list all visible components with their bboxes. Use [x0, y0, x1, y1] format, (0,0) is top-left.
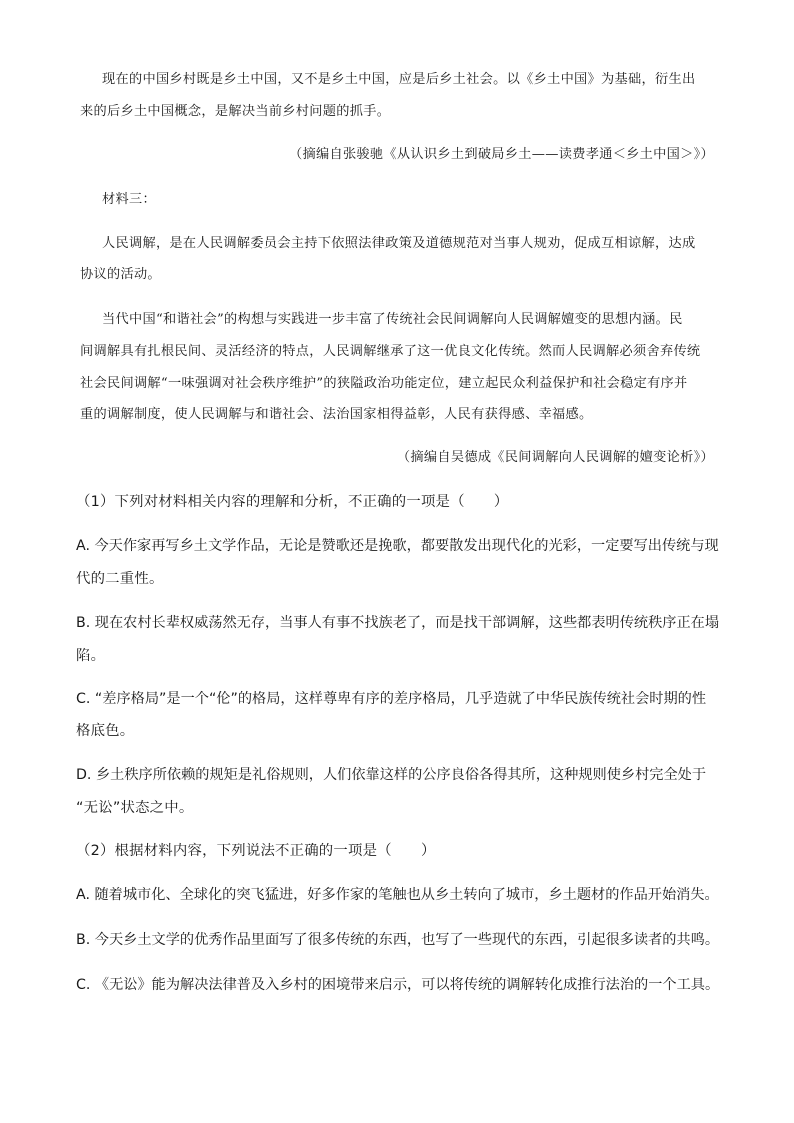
material3-para1-line: 人民调解，是在人民调解委员会主持下依照法律政策及道德规范对当事人规劝，促成互相谅解，达成 [102, 236, 696, 251]
option-line: “无讼”状态之中。 [76, 800, 194, 816]
material3-para2-line: 社会民间调解“一味强调对社会秩序维护”的狭隘政治功能定位，建立起民众利益保护和社会稳定有序并 [80, 376, 688, 391]
option-line: A. 随着城市化、全球化的突飞猛进，好多作家的笔触也从乡土转向了城市，乡土题材的作品开始消失。 [76, 887, 719, 903]
option-line: C. 《无讼》能为解决法律普及入乡村的困境带来启示，可以将传统的调解转化成推行法治的一个工具。 [76, 977, 720, 993]
material3-para1-line: 协议的活动。 [80, 267, 161, 282]
material3-para2-line: 当代中国“和谐社会”的构想与实践进一步丰富了传统社会民间调解向人民调解嬗变的思想内涵。民 [102, 312, 683, 327]
material3-para2-line: 间调解具有扎根民间、灵活经济的特点，人民调解继承了这一优良文化传统。然而人民调解必须舍弃传统 [80, 344, 701, 359]
option-line: 格底色。 [76, 723, 135, 739]
material3-heading: 材料三： [102, 192, 156, 207]
question1-stem: （1）下列对材料相关内容的理解和分析，不正确的一项是（ ） [76, 494, 509, 510]
material3-para2-line: 重的调解制度，使人民调解与和谐社会、法治国家相得益彰，人民有获得感、幸福感。 [80, 407, 593, 422]
option-line: B. 现在农村长辈权威荡然无存，当事人有事不找族老了，而是找干部调解，这些都表明传统秩序正在塌 [76, 615, 720, 631]
material3-source: （摘编自吴德成《民间调解向人民调解的嬗变论析》） [396, 450, 714, 465]
material2-source: （摘编自张骏驰《从认识乡土到破局乡土——读费孝通＜乡土中国＞》） [289, 147, 714, 162]
question2-stem: （2）根据材料内容，下列说法不正确的一项是（ ） [76, 843, 436, 859]
option-line: B. 今天乡土文学的优秀作品里面写了很多传统的东西，也写了一些现代的东西，引起很多读者的共鸣。 [76, 932, 720, 948]
material2-para-line: 现在的中国乡村既是乡土中国，又不是乡土中国，应是后乡土社会。以《乡土中国》为基础，衍生出 [102, 72, 696, 87]
option-line: D. 乡土秩序所依赖的规矩是礼俗规则，人们依靠这样的公序良俗各得其所，这种规则使乡村完全处于 [76, 767, 707, 783]
option-line: 陷。 [76, 648, 106, 664]
option-line: 代的二重性。 [76, 571, 164, 587]
material2-para-line: 来的后乡土中国概念，是解决当前乡村问题的抓手。 [80, 104, 391, 119]
option-line: A. 今天作家再写乡土文学作品，无论是赞歌还是挽歌，都要散发出现代化的光彩，一定要写出传统与现 [76, 538, 719, 554]
option-line: C. “差序格局”是一个“伦”的格局，这样尊卑有序的差序格局，几乎造就了中华民族传统社会时期的性 [76, 691, 707, 707]
